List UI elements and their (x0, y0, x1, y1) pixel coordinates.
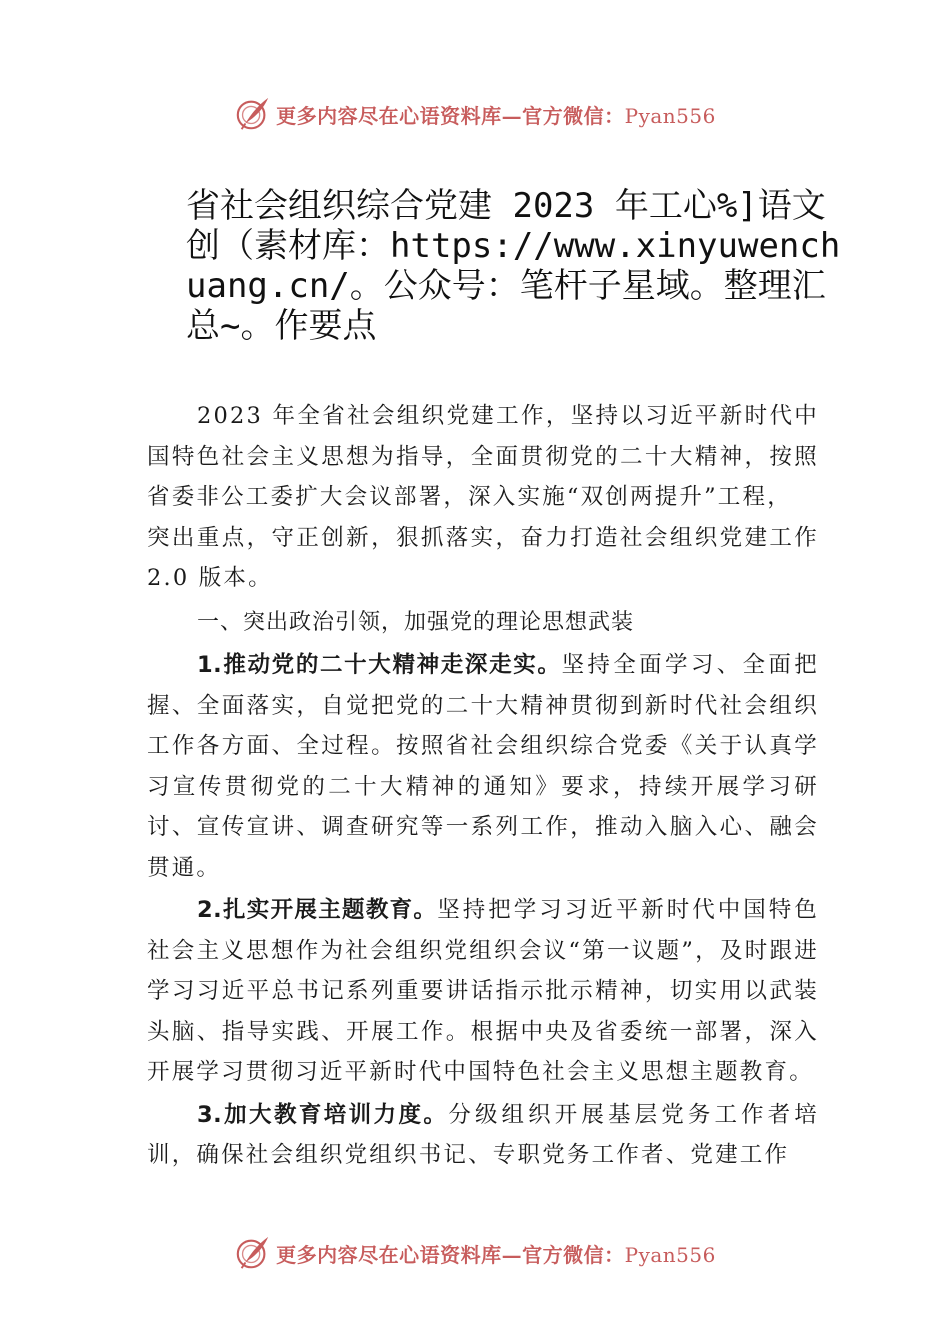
section-item-3 (147, 1095, 819, 1176)
banner-text-cn: 更多内容尽在心语资料库—官方微信： (276, 103, 625, 128)
item-2-text: 坚持把学习习近平新时代中国特色社会主义思想作为社会组织党组织会议“第一议题”，及时跟进学习习近平总书记系列重要讲话指示批示精神，切实用以武装头脑、指导实践、开展工作。根据中央及省委统一部署，深入开展学习贯彻习近平新时代中国特色社会主义思想主题教育。 (147, 897, 819, 1085)
intro-paragraph (147, 396, 819, 599)
banner-text (276, 100, 716, 129)
header-banner (0, 92, 950, 136)
section-item-2 (147, 890, 819, 1093)
banner-wechat-id: Pyan556 (624, 1242, 716, 1267)
quill-logo-icon (234, 95, 272, 133)
section-heading-1: 一、突出政治引领，加强党的理论思想武装 (197, 609, 635, 635)
footer-banner (0, 1231, 950, 1275)
document-title: 省社会组织综合党建 2023 年工心%]语文创（素材库：https://www.xinyuwenchuang.cn/。公众号：笔杆子星域。整理汇总~。作要点 (186, 186, 841, 346)
section-item-1 (147, 645, 819, 888)
item-1-lead: 1.推动党的二十大精神走深走实。 (197, 652, 562, 678)
banner-text (276, 1239, 716, 1268)
item-3-text: 分级组织开展基层党务工作者培训，确保社会组织党组织书记、专职党务工作者、党建工作 (147, 1101, 819, 1168)
banner-text-cn: 更多内容尽在心语资料库—官方微信： (276, 1242, 625, 1267)
item-1-text: 坚持全面学习、全面把握、全面落实，自觉把党的二十大精神贯彻到新时代社会组织工作各方面、全过程。按照省社会组织综合党委《关于认真学习宣传贯彻党的二十大精神的通知》要求，持续开展学习研讨、宣传宣讲、调查研究等一系列工作，推动入脑入心、融会贯通。 (147, 652, 819, 881)
intro-line-2: 突出重点，守正创新，狠抓落实，奋力打造社会组织党建工作 2.0 版本。 (147, 524, 819, 591)
document-body (147, 396, 819, 1176)
quill-logo-icon (234, 1234, 272, 1272)
item-2-lead: 2.扎实开展主题教育。 (197, 897, 438, 923)
banner-wechat-id: Pyan556 (624, 103, 716, 128)
item-3-lead: 3.加大教育培训力度。 (197, 1101, 449, 1128)
intro-line-1: 2023 年全省社会组织党建工作，坚持以习近平新时代中国特色社会主义思想为指导，全面贯彻党的二十大精神，按照省委非公工委扩大会议部署，深入实施“双创两提升”工程， (147, 403, 819, 510)
